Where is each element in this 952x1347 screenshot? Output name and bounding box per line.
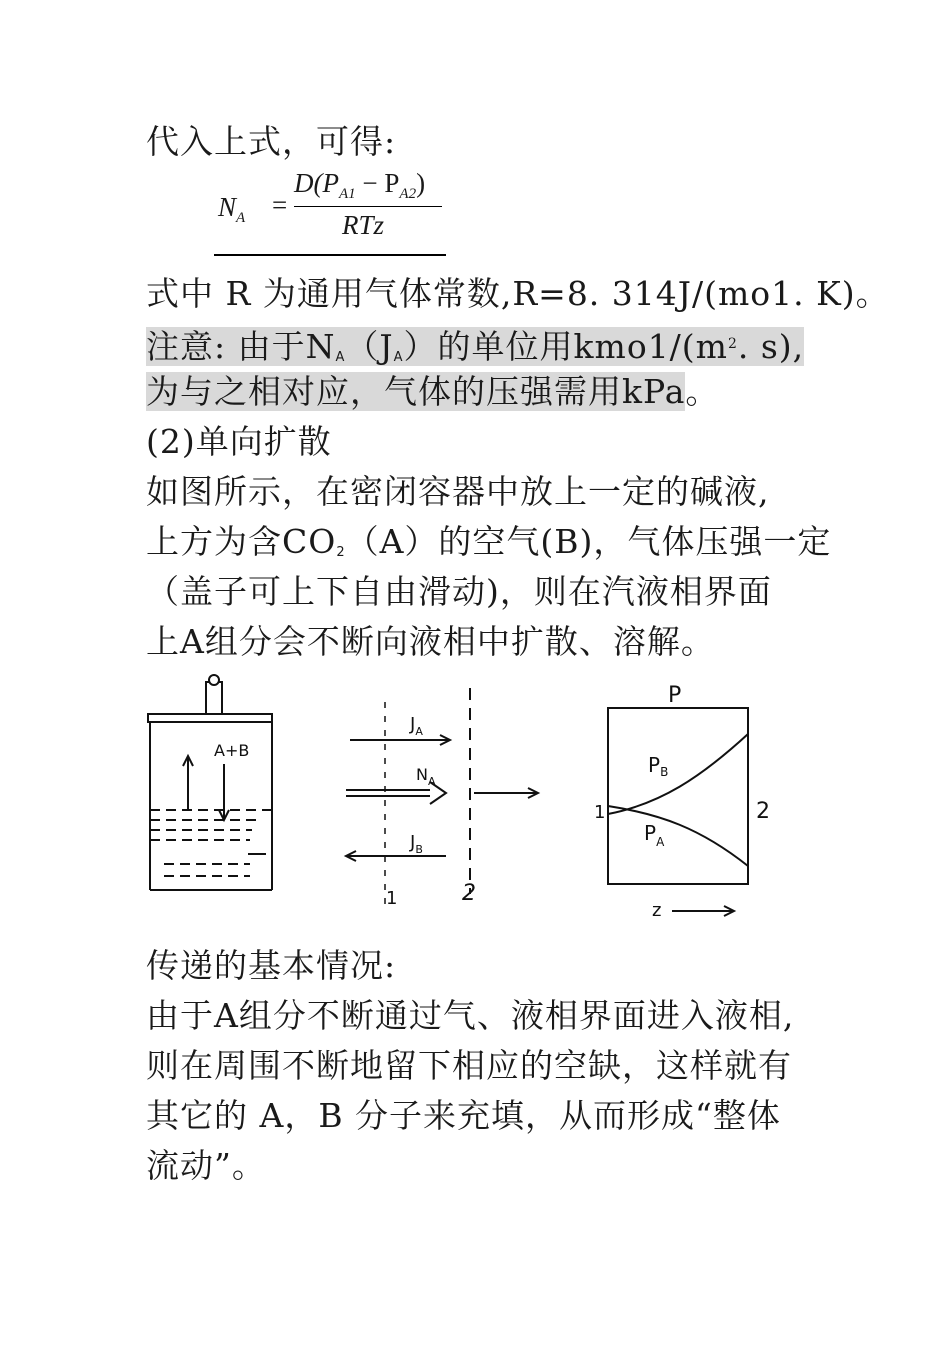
intro-line: 代入上式，可得:: [146, 122, 397, 161]
pb-curve: [608, 734, 748, 814]
end-1-label: 1: [594, 802, 606, 823]
end-2-label: 2: [756, 799, 770, 824]
diffusion-figure: [140, 668, 790, 928]
pa-curve: [608, 806, 748, 866]
pb-label: $P_B$: [648, 753, 669, 779]
flux-formula: [214, 168, 446, 256]
jb-label: $J_B$: [410, 832, 423, 856]
p-label: P: [668, 683, 682, 708]
lid-handle: [206, 682, 222, 714]
formula-denominator: RTz: [342, 210, 385, 240]
para-line-2: 上方为含$CO_2(A)$的空气(B)，气体压强一定: [146, 522, 832, 561]
gas-constant-line: 式中 R 为通用气体常数,R=8. 314J/(mo1. K)。: [146, 274, 890, 313]
section-heading: (2)单向扩散: [146, 422, 332, 461]
para-line-1: 如图所示，在密闭容器中放上一定的碱液,: [146, 472, 770, 511]
formula-equals: =: [272, 190, 288, 220]
note-highlight-2: 为与之相对应，气体的压强需用kPa: [146, 372, 686, 411]
basic-situation-heading: 传递的基本情况:: [146, 946, 397, 985]
body-line-1: 由于A组分不断通过气、液相界面进入液相,: [146, 996, 795, 1035]
liquid-surface-lines: [150, 810, 272, 876]
lid-knob: [209, 675, 219, 685]
para-line-3: （盖子可上下自由滑动)，则在汽液相界面: [146, 572, 772, 611]
profile-box: [608, 708, 748, 884]
note-highlight-1: 注意: 由于$N_A(J_A)$的单位用$kmo1/(m^2$. s),: [146, 327, 805, 366]
body-line-4: 流动”。: [146, 1146, 266, 1185]
na-label: $N_A$: [416, 765, 436, 788]
fraction-bar: [294, 206, 442, 207]
pa-label: $P_A$: [644, 821, 665, 849]
para-line-4: 上A组分会不断向液相中扩散、溶解。: [146, 622, 715, 661]
formula-underline: [214, 254, 446, 256]
note-line-2: 为与之相对应，气体的压强需用kPa。: [146, 372, 720, 411]
formula-numerator: $D(P_{A1} - P_{A2})$: [294, 168, 426, 202]
body-line-2: 则在周围不断地留下相应的空缺，这样就有: [146, 1046, 792, 1085]
z-label: z: [652, 900, 662, 921]
plane-2-label: 2: [462, 881, 476, 906]
formula-lhs: $N_A$: [218, 192, 246, 226]
lid: [148, 714, 272, 722]
ab-label: A+B: [214, 741, 250, 760]
body-line-3: 其它的 A，B 分子来充填，从而形成“整体: [146, 1096, 781, 1135]
ja-label: $J_A$: [410, 714, 423, 738]
plane-1-label: 1: [386, 888, 398, 909]
